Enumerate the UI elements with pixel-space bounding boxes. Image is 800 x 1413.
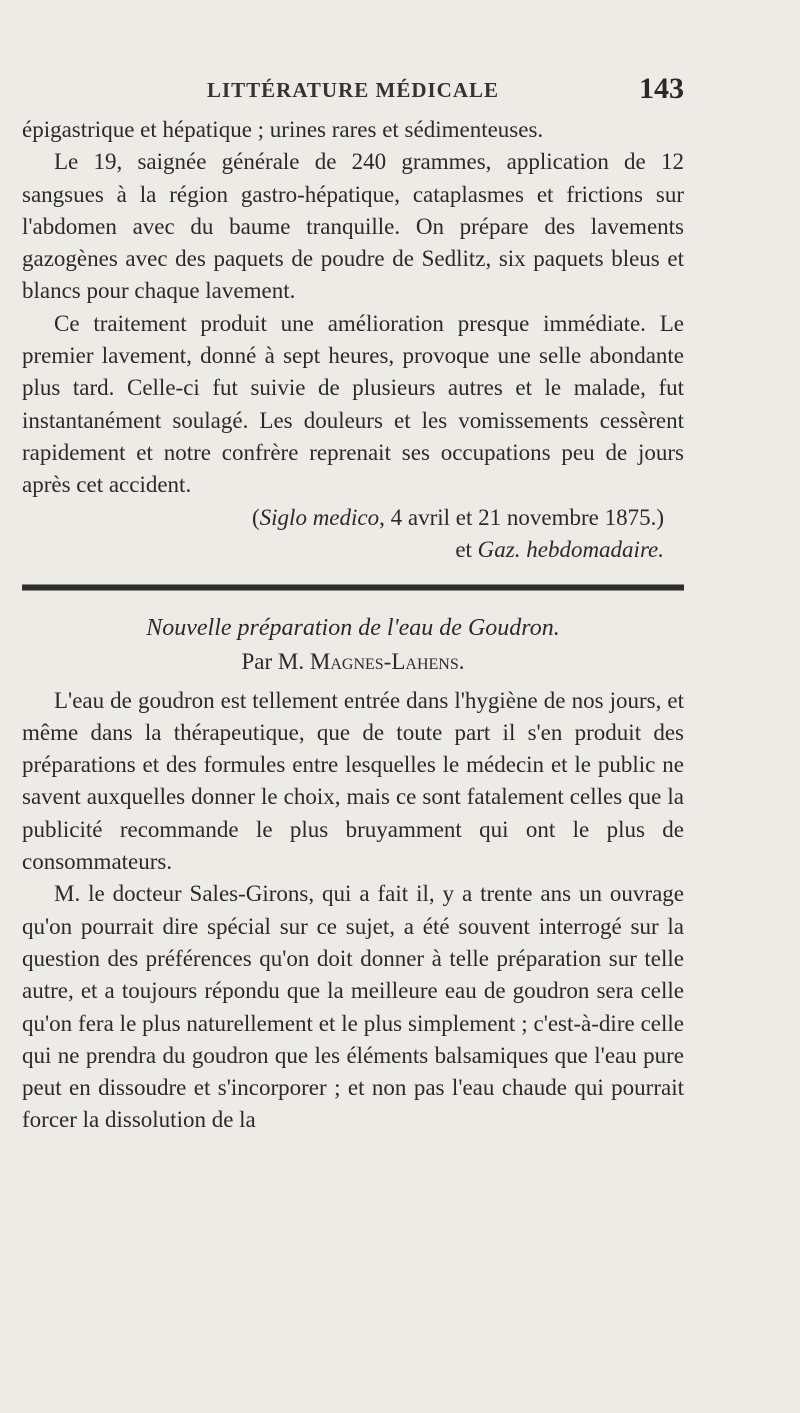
book-page <box>22 70 684 1137</box>
paragraph-treatment: Le 19, saignée générale de 240 grammes, application de 12 sangsues à la région gastro-hépatique, cataplasmes et frictions sur l'abdomen avec du baume tranquille. On prépare des lavements gazogènes avec des paquets de poudre de Sedlitz, six paquets bleus et blancs pour chaque lavement. <box>22 149 684 304</box>
paragraph-outcome: Ce traitement produit une amélioration presque immédiate. Le premier lavement, donné à sept heures, provoque une selle abondante plus tard. Celle-ci fut suivie de plusieurs autres et le malade, fut instantanément soulagé. Les douleurs et les vomissements cessèrent rapidement et notre confrère reprenait ses occupations peu de jours après cet accident. <box>22 310 684 498</box>
article-title: Nouvelle préparation de l'eau de Goudron. <box>146 614 560 641</box>
citation-source-1: Siglo medico <box>259 504 380 530</box>
source-citation <box>22 502 684 566</box>
citation-date: , 4 avril et 21 novembre 1875.) <box>379 504 664 530</box>
article-author: Magnes-Lahens. <box>309 648 465 674</box>
page-number: 143 <box>639 72 684 105</box>
section-divider <box>22 584 684 591</box>
article-paragraph-1: L'eau de goudron est tellement entrée dans l'hygiène de nos jours, et même dans la thérapeutique, que de toute part il s'en produit des préparations et des formules entre lesquelles le médecin et le public ne savent auxquelles donner le choix, mais ce sont fatalement celles que la publicité recommande le plus bruyamment qui ont le plus de consommateurs. <box>22 687 684 875</box>
paragraph-continuation: épigastrique et hépatique ; urines rares et sédimenteuses. <box>22 117 544 142</box>
page-header <box>22 70 684 114</box>
article-paragraph-2: M. le docteur Sales-Girons, qui a fait il, y a trente ans un ouvrage qu'on pourrait dire spécial sur ce sujet, a été souvent interrogé sur la question des préférences qu'on doit donner à telle préparation sur telle autre, et a toujours répondu que la meilleure eau de goudron sera celle qu'on fera le plus naturellement et le plus simplement ; c'est-à-dire celle qui ne prendra du goudron que les éléments balsamiques que l'eau pure peut en dissoudre et s'incorporer ; et non pas l'eau chaude qui pourrait forcer la dissolution de la <box>22 881 684 1133</box>
running-head: LITTÉRATURE MÉDICALE <box>206 78 500 102</box>
citation-line-1: (Siglo medico, 4 avril et 21 novembre 1875.) <box>252 504 664 530</box>
citation-source-2: Gaz. hebdomadaire. <box>477 536 664 562</box>
article-byline: Par M. Magnes-Lahens. <box>241 648 465 674</box>
citation-line-2: et Gaz. hebdomadaire. <box>455 536 664 562</box>
